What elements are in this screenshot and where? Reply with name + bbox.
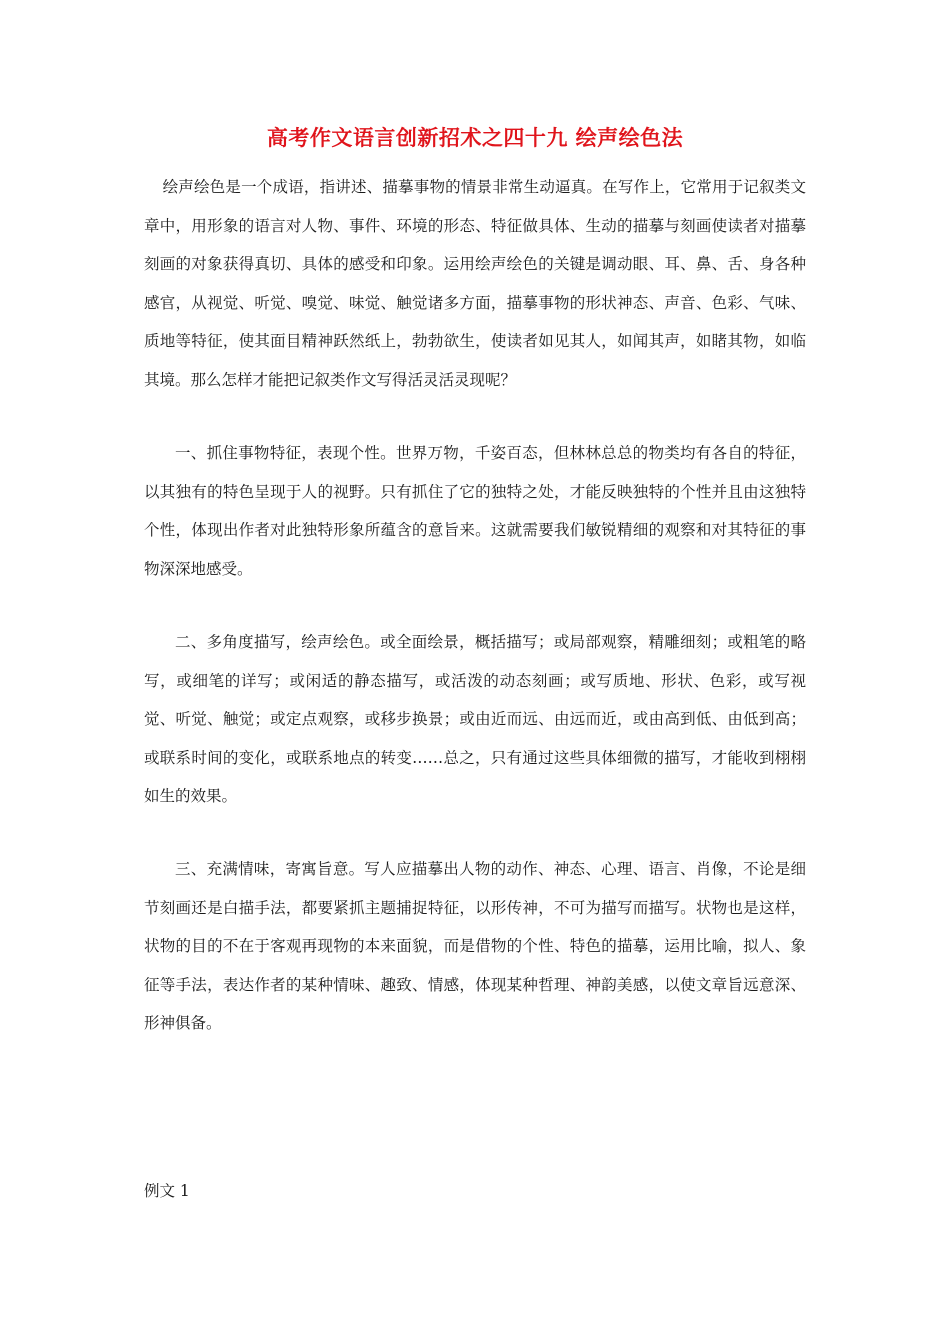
section-two-paragraph: 二、多角度描写，绘声绘色。或全面绘景，概括描写；或局部观察，精雕细刻；或粗笔的略写，或细笔的详写；或闲适的静态描写，或活泼的动态刻画；或写质地、形状、色彩，或写视觉、听觉、触觉；或定点观察，或移步换景；或由近而远、由远而近，或由高到低、由低到高；或联系时间的变化，或联系地点的转变……总之，只有通过这些具体细微的描写，才能收到栩栩如生的效果。	[144, 633, 806, 805]
section-one-paragraph: 一、抓住事物特征，表现个性。世界万物，千姿百态，但林林总总的物类均有各自的特征，以其独有的特色呈现于人的视野。只有抓住了它的独特之处，才能反映独特的个性并且由这独特个性，体现出作者对此独特形象所蕴含的意旨来。这就需要我们敏锐精细的观察和对其特征的事物深深地感受。	[144, 444, 806, 578]
section-three-paragraph: 三、充满情味，寄寓旨意。写人应描摹出人物的动作、神态、心理、语言、肖像，不论是细节刻画还是白描手法，都要紧抓主题捕捉特征，以形传神，不可为描写而描写。状物也是这样，状物的目的不在于客观再现物的本来面貌，而是借物的个性、特色的描摹，运用比喻，拟人、象征等手法，表达作者的某种情味、趣致、情感，体现某种哲理、神韵美感，以使文章旨远意深、形神俱备。	[144, 860, 806, 1032]
document-title: 高考作文语言创新招术之四十九 绘声绘色法	[266, 125, 684, 150]
intro-paragraph: 绘声绘色是一个成语，指讲述、描摹事物的情景非常生动逼真。在写作上，它常用于记叙类文章中，用形象的语言对人物、事件、环境的形态、特征做具体、生动的描摹与刻画使读者对描摹刻画的对象获得真切、具体的感受和印象。运用绘声绘色的关键是调动眼、耳、鼻、舌、身各种感官，从视觉、听觉、嗅觉、味觉、触觉诸多方面，描摹事物的形状神态、声音、色彩、气味、质地等特征，使其面目精神跃然纸上，勃勃欲生，使读者如见其人，如闻其声，如睹其物，如临其境。那么怎样才能把记叙类作文写得活灵活灵现呢？	[144, 178, 806, 389]
example-label: 例文 1	[144, 1182, 190, 1200]
